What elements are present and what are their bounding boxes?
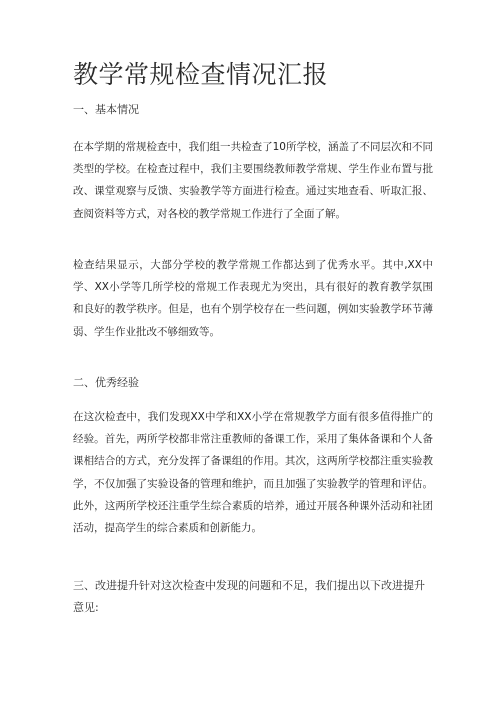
section-heading-basic: 一、基本情况 bbox=[73, 103, 139, 116]
section-heading-improvement: 三、改进提升针对这次检查中发现的问题和不足，我们提出以下改进提升意见: bbox=[73, 579, 425, 615]
paragraph-experience-1: 在这次检查中，我们发现XX中学和XX小学在常规教学方面有很多值得推广的经验。首先，两所学校都非常注重教师的备课工作，采用了集体备课和个人备课相结合的方式，充分发挥了备课组的作用。其次，这两所学校都注重实验教学，不仅加强了实验设备的管理和维护，而且加强了实验教学的管理和评估。此外，这两所学校还注重学生综合素质的培养，通过开展各种课外活动和社团活动，提高学生的综合素质和创新能力。 bbox=[73, 411, 433, 535]
paragraph-basic-1: 在本学期的常规检查中，我们组一共检查了10所学校，涵盖了不同层次和不同类型的学校。在检查过程中，我们主要围绕教师教学常规、学生作业布置与批改、课堂观察与反馈、实验教学等方面进行检查。通过实地查看、听取汇报、查阅资料等方式，对各校的教学常规工作进行了全面了解。 bbox=[73, 141, 433, 220]
section-heading-experience: 二、优秀经验 bbox=[73, 376, 139, 389]
paragraph-basic-2: 检查结果显示，大部分学校的教学常规工作都达到了优秀水平。其中,XX中学、XX小学等几所学校的常规工作表现尤为突出，具有很好的教育教学氛围和良好的教学秩序。但是，也有个别学校存在一些问题，例如实验教学环节薄弱、学生作业批改不够细致等。 bbox=[73, 259, 433, 338]
document-title: 教学常规检查情况汇报 bbox=[73, 60, 329, 89]
